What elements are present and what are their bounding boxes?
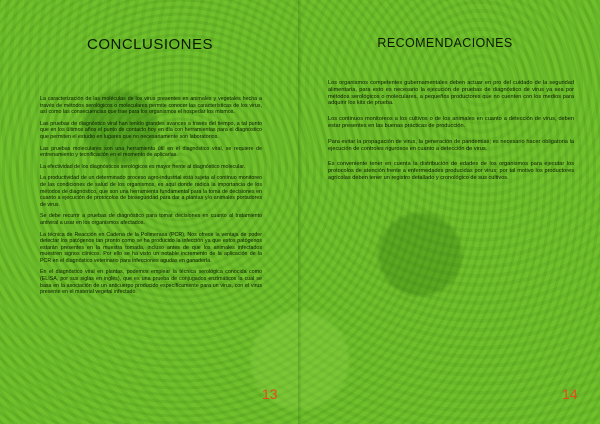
page-number-right: 14 bbox=[562, 386, 578, 402]
right-page bbox=[300, 0, 600, 424]
recommendation-paragraph: Los continuos monitoreos a los cultivos o de los animales en cuanto a detección de virus, deben estar presentes en las buenas prácticas de producción. bbox=[328, 116, 574, 129]
recommendation-paragraph: Es conveniente tener en cuenta la distribución de edades de los organismos para ejecutar los protocolos de atención frente a enfermedades producidas por virus; por tal motivo los productores agrícolas deben tener un registro detallado y cronológico de sus cultivos. bbox=[328, 161, 574, 181]
conclusion-paragraph: Las pruebas moleculares son una herramienta útil en el diagnóstico viral, se requiere de entrenamiento y tecnificación en el momento de aplicarlas. bbox=[40, 145, 262, 159]
recommendation-paragraph: Los organismos competentes gubernamentales deben actuar en pro del cuidado de la seguridad alimentaria, para esto es necesario la ejecución de pruebas de diagnóstico de virus ya sea por métodos serológicos o moleculares, a pequeños productores que no cuenten con los medios para adquirir los kits de prueba. bbox=[328, 80, 574, 107]
page-title-recomendaciones: RECOMENDACIONES bbox=[377, 36, 513, 50]
conclusion-paragraph: La efectividad de los diagnósticos serológicos es mayor frente al diagnóstico molecular. bbox=[40, 163, 246, 170]
conclusiones-body bbox=[40, 96, 262, 301]
conclusion-paragraph: Las pruebas de diagnóstico viral han tenido grandes avances a través del tiempo, a tal punto que en los últimos años el punto de contacto hoy en día con herramientas para el diagnóstico que permiten el estudio en lugares que no necesariamente son laboratorios. bbox=[40, 120, 262, 140]
recomendaciones-body bbox=[328, 80, 574, 191]
recommendation-paragraph: Para evitar la propagación de virus, la generación de pandemias; es necesario hacer obligatoria la ejecución de controles rigurosos en cuanto a detección de virus. bbox=[328, 138, 574, 152]
conclusion-paragraph: La caracterización de las moléculas de los virus presentes en animales y vegetales hecha a través de métodos serológicos o moleculares permite conocer las características de los virus, así como las consecuencias que trae para los organismos el hospedar los mismos. bbox=[40, 96, 262, 116]
conclusion-paragraph: Se debe recurrir a pruebas de diagnóstico para tomar decisiones en cuanto al tratamiento antiviral a usar en los organismos afectados. bbox=[40, 213, 262, 226]
page-number-left: 13 bbox=[262, 386, 278, 402]
conclusion-paragraph: La técnica de Reacción en Cadena de la Polimerasa (PCR), Nos ofrece la ventaja de poder detectar los patógenos tan pronto como se ha producido la infección ya que estos patógenos estarán presentes en la muestra tomada, incluso antes de que los animales infectados muestren signos clínicos. Por ello se ha visto un notable incremento de la aplicación de la PCR en el diagnóstico veterinario para infecciones agudas en ganadería. bbox=[40, 231, 262, 264]
conclusion-paragraph: En el diagnóstico viral en plantas, podemos emplear la técnica serológica conocida como (ELISA, por sus siglas en inglés), que es una prueba de conjugados enzimáticos la cual se basa en la asociación de un anticuerpo producido específicamente para un virus, con el virus presente en el material vegetal infectado. bbox=[40, 269, 262, 296]
page-title-conclusiones: CONCLUSIONES bbox=[86, 36, 214, 53]
conclusion-paragraph: La productividad de un determinado proceso agro-industrial está sujeta al continuo monitoreo de las condiciones de salud de los organismos, es aquí donde radica la importancia de los métodos de diagnóstico, que son una herramienta fundamental para la toma de decisiones en cuanto a ejecución de protocolos de bioseguridad para dar a plantas y/o animales portadores de virus. bbox=[40, 175, 262, 208]
